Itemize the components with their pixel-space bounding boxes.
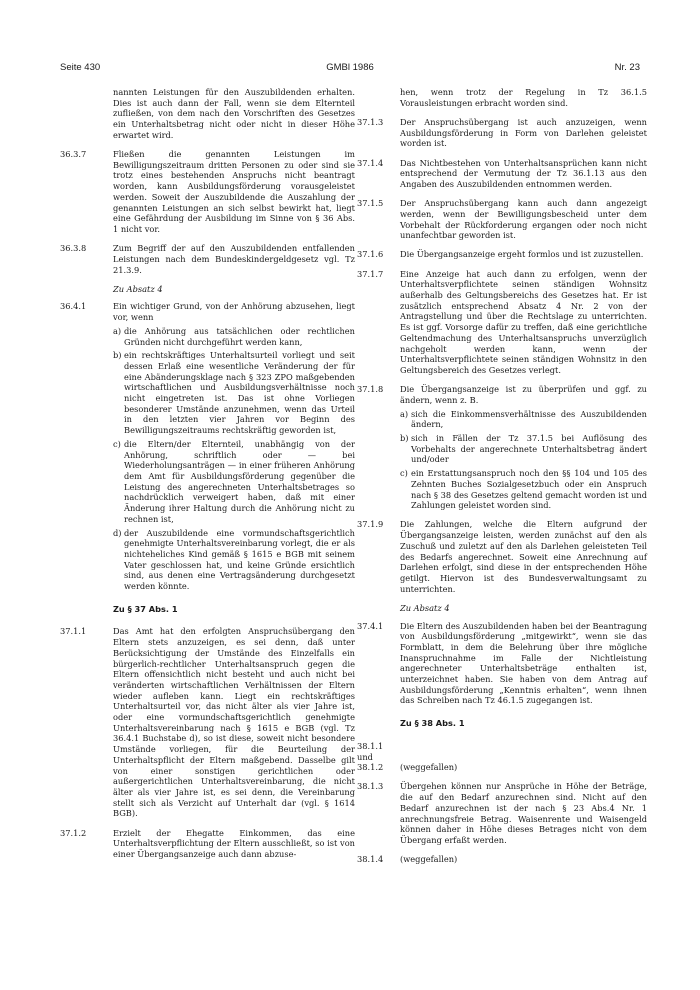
section-heading-38: Zu § 38 Abs. 1 bbox=[400, 718, 465, 729]
section-und bbox=[357, 752, 647, 763]
section-number: 36.3.7 bbox=[60, 149, 87, 160]
section-number: 37.1.1 bbox=[60, 626, 87, 637]
subheading-absatz-4: Zu Absatz 4 bbox=[400, 602, 450, 613]
section-37-1-3 bbox=[357, 117, 647, 149]
section-36-3-7 bbox=[60, 149, 355, 235]
section-heading-37: Zu § 37 Abs. 1 bbox=[113, 603, 178, 614]
section-text: Übergehen können nur Ansprüche in Höhe der Beträge, die auf den Bedarf anzurechnen sind. Nicht auf den Bedarf anzurechnen ist der nach § 23 Abs.4 Nr. 1 anrechnungsfreie Betrag. Waisenrente und Waisengeld können daher in Höhe dieses Betrages nicht von dem Übergang erfaßt werden. bbox=[400, 781, 647, 845]
section-number: 37.1.9 bbox=[357, 519, 384, 530]
right-column bbox=[357, 87, 647, 873]
list-item: b) ein rechtskräftiges Unterhaltsurteil vorliegt und seit dessen Erlaß eine wesentliche Veränderung der für eine Abänderungsklage nach § 323 ZPO maßgebenden wirtschaftlichen und Ausbildungsverhältnisse noch nicht eingetreten ist. Das ist ohne Vorliegen besonderer Umstände anzunehmen, wenn das Urteil in den letzten vier Jahren vor Beginn des Bewilligungszeitraums rechtskräftig geworden ist, bbox=[113, 350, 355, 436]
section-38-1-2 bbox=[357, 762, 647, 773]
section-number: 37.1.8 bbox=[357, 384, 384, 395]
section-37-1-1 bbox=[60, 626, 355, 819]
section-number: 36.4.1 bbox=[60, 301, 87, 312]
section-number: 37.1.5 bbox=[357, 198, 384, 209]
section-37-1-9 bbox=[357, 519, 647, 594]
section-36-3-8 bbox=[60, 243, 355, 275]
section-number: 38.1.1 bbox=[357, 740, 384, 751]
section-38-1-3 bbox=[357, 781, 647, 845]
left-column bbox=[60, 87, 355, 868]
journal-title: GMBl 1986 bbox=[326, 62, 374, 73]
section-37-1-2 bbox=[60, 828, 355, 860]
page-number: Seite 430 bbox=[60, 62, 101, 73]
section-number: 37.1.3 bbox=[357, 116, 384, 127]
section-38-1-4 bbox=[357, 854, 647, 865]
section-text: Eine Anzeige hat auch dann zu erfolgen, wenn der Unterhaltsverpflichtete seinen ständigen Wohnsitz außerhalb des Geltungsbereichs des Gesetzes hat. Er ist zusätzlich entsprechend Absatz 4 Nr. 2 von der Antragstellung und über die Rechtslage zu unterrichten. Es ist ggf. Vorsorge dafür zu treffen, daß eine gerichtliche Geltendmachung des Unterhaltsanspruchs unverzüglich nachgeholt werden kann, wenn der Unterhaltsverpflichtete seinen ständigen Wohnsitz in den Geltungsbereich des Gesetzes verlegt. bbox=[400, 268, 647, 375]
section-37-1-5 bbox=[357, 198, 647, 241]
list-item: a) die Anhörung aus tatsächlichen oder rechtlichen Gründen nicht durchgeführt werden kann, bbox=[113, 325, 355, 347]
list-item: b) sich in Fällen der Tz 37.1.5 bei Auflösung des Vorbehalts der angerechnete Unterhaltsbetrag ändert und/oder bbox=[400, 432, 647, 465]
section-38-1-1 bbox=[357, 741, 647, 752]
section-number: 37.1.7 bbox=[357, 268, 384, 279]
section-text: (weggefallen) bbox=[400, 762, 458, 773]
subheading-absatz-4: Zu Absatz 4 bbox=[113, 283, 163, 294]
section-37-1-8 bbox=[357, 384, 647, 511]
section-number: 37.4.1 bbox=[357, 620, 384, 631]
section-text: (weggefallen) bbox=[400, 854, 458, 865]
section-text: Zum Begriff der auf den Auszubildenden entfallenden Leistungen nach dem Bundeskindergeldgesetz vgl. Tz 21.3.9. bbox=[113, 243, 355, 275]
section-text: Der Anspruchsübergang kann auch dann angezeigt werden, wenn der Bewilligungsbescheid unter dem Vorbehalt der Rückforderung ergangen oder noch nicht unanfechtbar geworden ist. bbox=[400, 198, 647, 241]
continuation-paragraph: hen, wenn trotz der Regelung in Tz 36.1.5 Vorausleistungen erbracht worden sind. bbox=[400, 87, 647, 108]
section-37-1-4 bbox=[357, 158, 647, 190]
section-text: Erzielt der Ehegatte Einkommen, das eine Unterhaltsverpflichtung der Eltern ausschließt, so ist von einer Übergangsanzeige auch dann abzuse- bbox=[113, 827, 355, 859]
section-36-4-1 bbox=[60, 301, 355, 591]
section-text: Das Nichtbestehen von Unterhaltsansprüchen kann nicht entsprechend der Vermutung der Tz 36.1.13 aus den Angaben des Auszubildenden entnommen werden. bbox=[400, 157, 647, 189]
section-number: 37.1.2 bbox=[60, 827, 87, 838]
list-item: d) der Auszubildende eine vormundschaftsgerichtlich genehmigte Unterhaltsvereinbarung vorlegt, die er als nichteheliches Kind gemäß § 1615 e BGB mit seinem Vater geschlossen hat, und keine Gründe ersichtlich sind, aus denen eine Vertragsänderung durchgesetzt werden könnte. bbox=[113, 527, 355, 592]
section-number: 37.1.4 bbox=[357, 157, 384, 168]
section-number: 38.1.3 bbox=[357, 781, 384, 792]
issue-number: Nr. 23 bbox=[614, 62, 640, 73]
section-37-4-1 bbox=[357, 621, 647, 707]
list-item: c) die Eltern/der Elternteil, unabhängig von der Anhörung, schriftlich oder — bei Wiederholungsanträgen — in einer früheren Anhörung dem Amt für Ausbildungsförderung gegenüber die Leistung des angerechneten Unterhaltsbetrages so nachdrücklich verweigert haben, daß mit einer Änderung ihrer Haltung durch die Anhörung nicht zu rechnen ist, bbox=[113, 438, 355, 524]
section-number: 36.3.8 bbox=[60, 243, 87, 254]
continuation-paragraph: nannten Leistungen für den Auszubildenden erhalten. Dies ist auch dann der Fall, wenn sie dem Elternteil zufließen, von dem nach den Vorschriften des Gesetzes ein Unterhaltsbetrag nicht oder nicht in dieser Höhe erwartet wird. bbox=[113, 87, 355, 140]
section-number: 37.1.6 bbox=[357, 249, 384, 260]
list-item: a) sich die Einkommensverhältnisse des Auszubildenden ändern, bbox=[400, 408, 647, 430]
section-number: 38.1.4 bbox=[357, 854, 384, 865]
section-text: Der Anspruchsübergang ist auch anzuzeigen, wenn Ausbildungsförderung in Form von Darlehen geleistet worden ist. bbox=[400, 116, 647, 149]
page-header bbox=[60, 62, 640, 78]
section-37-1-7 bbox=[357, 269, 647, 376]
section-text: Die Übergangsanzeige ergeht formlos und ist zuzustellen. bbox=[400, 249, 644, 260]
section-text: Das Amt hat den erfolgten Anspruchsübergang den Eltern stets anzuzeigen, es sei denn, daß unter Berücksichtigung der Umstände des Einzelfalls ein bürgerlich-rechtlicher Unterhaltsanspruch gegen die Eltern offensichtlich nicht besteht und auch nicht bei veränderten wirtschaftlichen Verhältnissen der Eltern wieder aufleben kann. Liegt ein rechtskräftiges Unterhaltsurteil vor, das nicht älter als vier Jahre ist, oder eine vormundschaftsgerichtlich genehmigte Unterhaltsvereinbarung nach § 1615 e BGB (vgl. Tz 36.4.1 Buchstabe d), so ist diese, soweit nicht besondere Umstände vorliegen, für die Beurteilung der Unterhaltspflicht der Eltern maßgebend. Dasselbe gilt von einer sonstigen gerichtlichen oder außergerichtlichen Unterhaltsvereinbarung, die nicht älter als vier Jahre ist, es sei denn, die Vereinbarung stellt sich als Verzicht auf Unterhalt dar (vgl. § 1614 BGB). bbox=[113, 626, 355, 819]
section-text: Die Eltern des Auszubildenden haben bei der Beantragung von Ausbildungsförderung „mitgewirkt“, wenn sie das Formblatt, in dem die Belehrung über ihre mögliche Inanspruchnahme im Falle der Nichtleistung angerechneter Unterhaltsbeträge enthalten ist, unterzeichnet haben. Sie haben von dem Antrag auf Ausbildungsförderung „Kenntnis erhalten“, wenn ihnen das Schreiben nach Tz 46.1.5 zugegangen ist. bbox=[400, 620, 647, 706]
section-number: 38.1.2 bbox=[357, 762, 384, 773]
section-37-1-6 bbox=[357, 249, 647, 260]
section-text: Die Übergangsanzeige ist zu überprüfen und ggf. zu ändern, wenn z. B. bbox=[400, 384, 647, 405]
list-item: c) ein Erstattungsanspruch noch den §§ 104 und 105 des Zehnten Buches Sozialgesetzbuch oder ein Anspruch nach § 38 des Gesetzes geltend gemacht worden ist und Zahlungen geleistet worden sind. bbox=[400, 468, 647, 511]
section-text: Fließen die genannten Leistungen im Bewilligungszeitraum dritten Personen zu oder sind sie trotz eines bestehenden Anspruchs nicht beantragt worden, kann Ausbildungsförderung vorausgeleistet werden. Soweit der Auszubildende die Auszahlung der genannten Leistungen an sich selbst bewirkt hat, liegt eine Gefährdung der Ausbildung im Sinne von § 36 Abs. 1 nicht vor. bbox=[113, 149, 355, 234]
section-text: Ein wichtiger Grund, von der Anhörung abzusehen, liegt vor, wenn bbox=[113, 301, 355, 323]
section-connector: und bbox=[357, 751, 373, 762]
section-text: Die Zahlungen, welche die Eltern aufgrund der Übergangsanzeige leisten, werden zunächst auf den als Zuschuß und zuletzt auf den als Darlehen geleisteten Teil des Bedarfs angerechnet. Soweit eine Anrechnung auf Darlehen erfolgt, sind diese in der entsprechenden Höhe getilgt. Hiervon ist des Bundesverwaltungsamt zu unterrichten. bbox=[400, 519, 647, 594]
